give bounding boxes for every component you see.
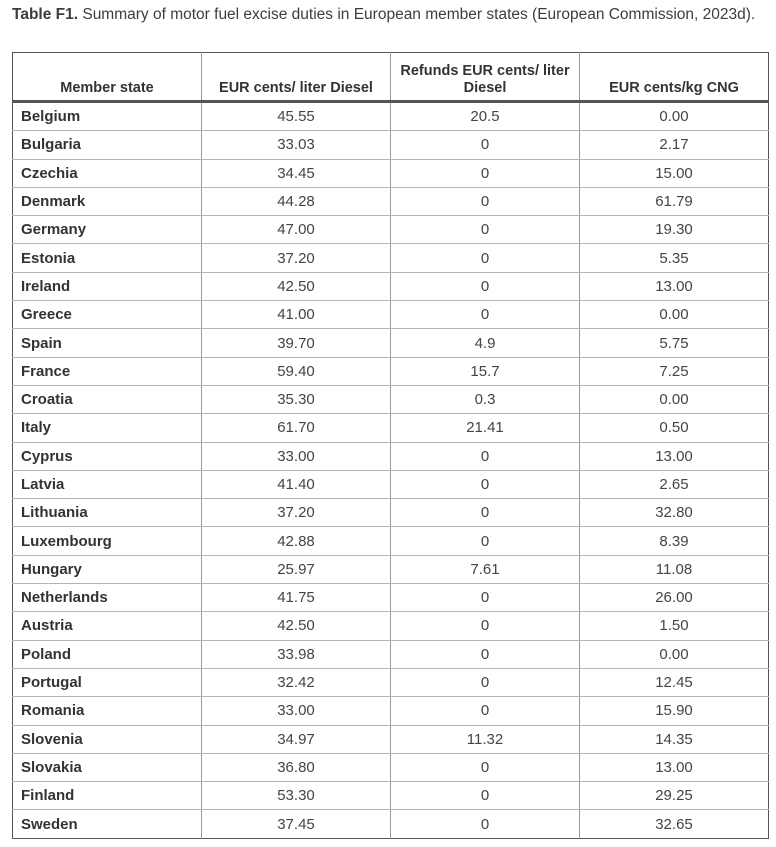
diesel-refund-cell: 0 — [391, 244, 580, 272]
member-state-cell: Ireland — [13, 272, 202, 300]
member-state-cell: France — [13, 357, 202, 385]
diesel-excise-cell: 42.88 — [202, 527, 391, 555]
member-state-cell: Germany — [13, 216, 202, 244]
member-state-cell: Croatia — [13, 385, 202, 413]
cng-excise-cell: 14.35 — [580, 725, 769, 753]
table-row — [13, 725, 769, 753]
diesel-refund-cell: 0 — [391, 810, 580, 838]
table-row — [13, 159, 769, 187]
table-row — [13, 782, 769, 810]
diesel-excise-cell: 39.70 — [202, 329, 391, 357]
header-member-state: Member state — [13, 53, 202, 102]
diesel-excise-cell: 42.50 — [202, 272, 391, 300]
diesel-refund-cell: 0 — [391, 584, 580, 612]
diesel-refund-cell: 0 — [391, 753, 580, 781]
diesel-excise-cell: 44.28 — [202, 187, 391, 215]
table-row — [13, 527, 769, 555]
table-row — [13, 272, 769, 300]
diesel-refund-cell: 0 — [391, 697, 580, 725]
header-diesel-excise: EUR cents/ liter Diesel — [202, 53, 391, 102]
header-cng-excise: EUR cents/kg CNG — [580, 53, 769, 102]
member-state-cell: Netherlands — [13, 584, 202, 612]
table-row — [13, 499, 769, 527]
table-row — [13, 329, 769, 357]
diesel-excise-cell: 41.40 — [202, 470, 391, 498]
member-state-cell: Latvia — [13, 470, 202, 498]
member-state-cell: Italy — [13, 414, 202, 442]
diesel-excise-cell: 42.50 — [202, 612, 391, 640]
table-caption-label: Table F1. — [12, 6, 79, 23]
cng-excise-cell: 2.65 — [580, 470, 769, 498]
diesel-refund-cell: 0 — [391, 470, 580, 498]
table-row — [13, 753, 769, 781]
member-state-cell: Greece — [13, 301, 202, 329]
cng-excise-cell: 32.80 — [580, 499, 769, 527]
diesel-excise-cell: 47.00 — [202, 216, 391, 244]
member-state-cell: Portugal — [13, 668, 202, 696]
diesel-refund-cell: 0 — [391, 668, 580, 696]
diesel-excise-cell: 41.75 — [202, 584, 391, 612]
diesel-excise-cell: 33.98 — [202, 640, 391, 668]
table-row — [13, 102, 769, 131]
diesel-refund-cell: 0 — [391, 612, 580, 640]
table-caption — [12, 5, 762, 24]
diesel-excise-cell: 61.70 — [202, 414, 391, 442]
cng-excise-cell: 15.90 — [580, 697, 769, 725]
diesel-refund-cell: 4.9 — [391, 329, 580, 357]
diesel-excise-cell: 34.45 — [202, 159, 391, 187]
diesel-refund-cell: 0.3 — [391, 385, 580, 413]
diesel-excise-cell: 37.20 — [202, 499, 391, 527]
diesel-refund-cell: 0 — [391, 131, 580, 159]
cng-excise-cell: 11.08 — [580, 555, 769, 583]
cng-excise-cell: 5.75 — [580, 329, 769, 357]
diesel-refund-cell: 0 — [391, 782, 580, 810]
table-body — [13, 102, 769, 839]
cng-excise-cell: 7.25 — [580, 357, 769, 385]
cng-excise-cell: 5.35 — [580, 244, 769, 272]
cng-excise-cell: 19.30 — [580, 216, 769, 244]
table-row — [13, 301, 769, 329]
cng-excise-cell: 0.00 — [580, 102, 769, 131]
diesel-excise-cell: 33.00 — [202, 697, 391, 725]
member-state-cell: Poland — [13, 640, 202, 668]
cng-excise-cell: 29.25 — [580, 782, 769, 810]
diesel-excise-cell: 37.20 — [202, 244, 391, 272]
member-state-cell: Cyprus — [13, 442, 202, 470]
excise-duties-table-container — [12, 52, 768, 839]
member-state-cell: Slovenia — [13, 725, 202, 753]
diesel-excise-cell: 45.55 — [202, 102, 391, 131]
diesel-refund-cell: 0 — [391, 272, 580, 300]
diesel-refund-cell: 0 — [391, 187, 580, 215]
cng-excise-cell: 13.00 — [580, 753, 769, 781]
excise-duties-table — [12, 52, 769, 839]
member-state-cell: Austria — [13, 612, 202, 640]
cng-excise-cell: 15.00 — [580, 159, 769, 187]
diesel-excise-cell: 33.00 — [202, 442, 391, 470]
cng-excise-cell: 32.65 — [655, 815, 693, 833]
diesel-refund-cell: 0 — [391, 301, 580, 329]
diesel-refund-cell: 20.5 — [391, 102, 580, 131]
table-row — [13, 555, 769, 583]
member-state-cell: Spain — [13, 329, 202, 357]
member-state-cell: Slovakia — [13, 753, 202, 781]
diesel-refund-cell: 0 — [391, 442, 580, 470]
member-state-cell: Bulgaria — [13, 131, 202, 159]
diesel-excise-cell: 25.97 — [202, 555, 391, 583]
cng-excise-cell: 26.00 — [580, 584, 769, 612]
table-row — [13, 187, 769, 215]
table-row — [13, 640, 769, 668]
diesel-excise-cell: 59.40 — [202, 357, 391, 385]
table-row — [13, 810, 769, 838]
diesel-excise-cell: 36.80 — [202, 753, 391, 781]
member-state-cell: Denmark — [13, 187, 202, 215]
header-diesel-refunds: Refunds EUR cents/ liter Diesel — [391, 53, 580, 102]
table-header — [13, 53, 769, 102]
table-row — [13, 470, 769, 498]
diesel-excise-cell: 53.30 — [202, 782, 391, 810]
member-state-cell: Finland — [13, 782, 202, 810]
diesel-excise-cell: 32.42 — [202, 668, 391, 696]
cng-excise-cell: 8.39 — [580, 527, 769, 555]
diesel-refund-cell: 0 — [391, 159, 580, 187]
cng-excise-cell: 0.50 — [580, 414, 769, 442]
table-row — [13, 584, 769, 612]
member-state-cell: Luxembourg — [13, 527, 202, 555]
member-state-cell: Belgium — [13, 102, 202, 131]
table-row — [13, 244, 769, 272]
member-state-cell: Sweden — [13, 810, 202, 838]
cng-excise-cell: 2.17 — [580, 131, 769, 159]
cng-excise-cell: 13.00 — [580, 442, 769, 470]
diesel-refund-cell: 15.7 — [391, 357, 580, 385]
table-row — [13, 697, 769, 725]
diesel-refund-cell: 0 — [391, 640, 580, 668]
diesel-excise-cell: 35.30 — [202, 385, 391, 413]
cng-excise-cell: 0.00 — [580, 385, 769, 413]
member-state-cell: Hungary — [13, 555, 202, 583]
table-row — [13, 414, 769, 442]
cng-excise-cell: 1.50 — [580, 612, 769, 640]
table-row — [13, 442, 769, 470]
table-row — [13, 357, 769, 385]
table-row — [13, 216, 769, 244]
diesel-refund-cell: 11.32 — [391, 725, 580, 753]
cng-excise-cell: 13.00 — [580, 272, 769, 300]
table-row — [13, 131, 769, 159]
diesel-refund-cell: 0 — [391, 527, 580, 555]
member-state-cell: Lithuania — [13, 499, 202, 527]
member-state-cell: Estonia — [13, 244, 202, 272]
cng-excise-cell: 12.45 — [580, 668, 769, 696]
diesel-excise-cell: 34.97 — [202, 725, 391, 753]
diesel-excise-cell: 33.03 — [202, 131, 391, 159]
cng-excise-cell: 61.79 — [580, 187, 769, 215]
table-row — [13, 385, 769, 413]
diesel-excise-cell: 37.45 — [202, 810, 391, 838]
diesel-refund-cell: 0 — [391, 499, 580, 527]
diesel-refund-cell: 21.41 — [391, 414, 580, 442]
table-caption-text: Summary of motor fuel excise duties in European member states (European Commission, 2023d). — [78, 6, 756, 23]
diesel-refund-cell: 7.61 — [391, 555, 580, 583]
member-state-cell: Romania — [13, 697, 202, 725]
diesel-excise-cell: 41.00 — [202, 301, 391, 329]
cng-excise-cell: 0.00 — [580, 640, 769, 668]
diesel-refund-cell: 0 — [391, 216, 580, 244]
member-state-cell: Czechia — [13, 159, 202, 187]
table-row — [13, 612, 769, 640]
cng-excise-cell: 0.00 — [580, 301, 769, 329]
header-row — [13, 53, 769, 102]
table-row — [13, 668, 769, 696]
